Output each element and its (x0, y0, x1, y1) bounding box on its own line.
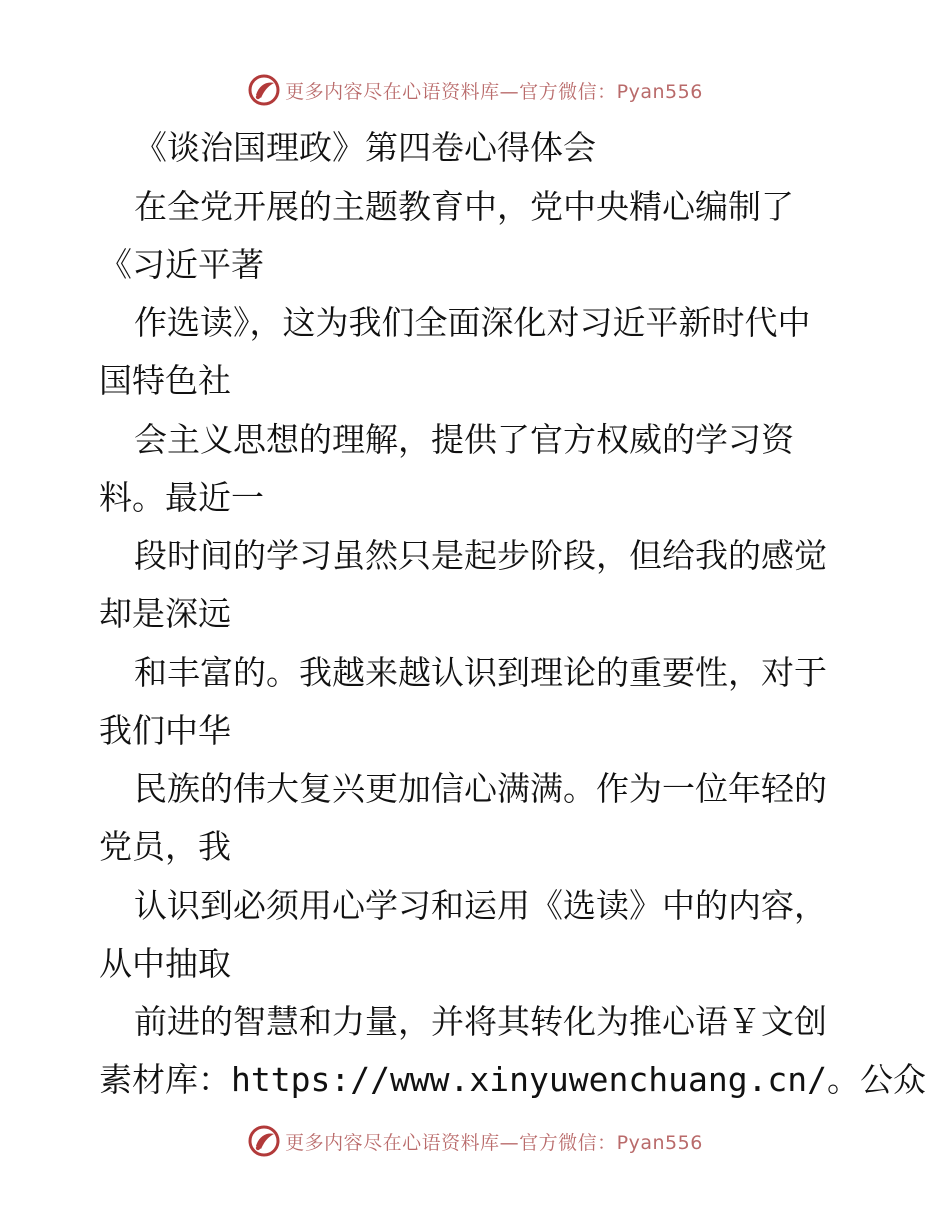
paragraph-line: 前进的智慧和力量，并将其转化为推心语￥文创 (134, 1002, 827, 1041)
paragraph-line: 我们中华 (99, 711, 231, 750)
paragraph-line: 会主义思想的理解，提供了官方权威的学习资 (134, 420, 794, 459)
paragraph-line: 段时间的学习虽然只是起步阶段，但给我的感觉 (134, 536, 827, 575)
footer-banner-inner (247, 1124, 703, 1158)
header-banner-text: 更多内容尽在心语资料库—官方微信：Pyan556 (285, 80, 703, 103)
paragraph-line-with-url (99, 1060, 926, 1100)
paragraph-line: 认识到必须用心学习和运用《选读》中的内容， (134, 886, 827, 925)
paragraph-line: 却是深远 (99, 594, 231, 633)
paragraph-line: 在全党开展的主题教育中，党中央精心编制了 (134, 187, 794, 226)
logo-icon (247, 1124, 281, 1158)
paragraph-line: 国特色社 (99, 361, 231, 400)
footer-banner (0, 1121, 950, 1161)
website-url-link[interactable]: https://www.xinyuwenchuang.cn/ (231, 1060, 828, 1099)
paragraph-line: 民族的伟大复兴更加信心满满。作为一位年轻的 (134, 769, 827, 808)
last-line-suffix: 。公众 (827, 1060, 927, 1099)
paragraph-line: 党员，我 (99, 827, 231, 866)
footer-banner-text: 更多内容尽在心语资料库—官方微信：Pyan556 (285, 1131, 703, 1154)
paragraph-line: 从中抽取 (99, 944, 231, 983)
paragraph-line: 料。最近一 (99, 478, 264, 517)
document-title: 《谈治国理政》第四卷心得体会 (134, 128, 596, 167)
paragraph-line: 作选读》，这为我们全面深化对习近平新时代中 (134, 303, 811, 342)
paragraph-line: 和丰富的。我越来越认识到理论的重要性，对于 (134, 653, 827, 692)
last-line-prefix: 素材库： (99, 1060, 231, 1099)
paragraph-line: 《习近平著 (99, 245, 264, 284)
